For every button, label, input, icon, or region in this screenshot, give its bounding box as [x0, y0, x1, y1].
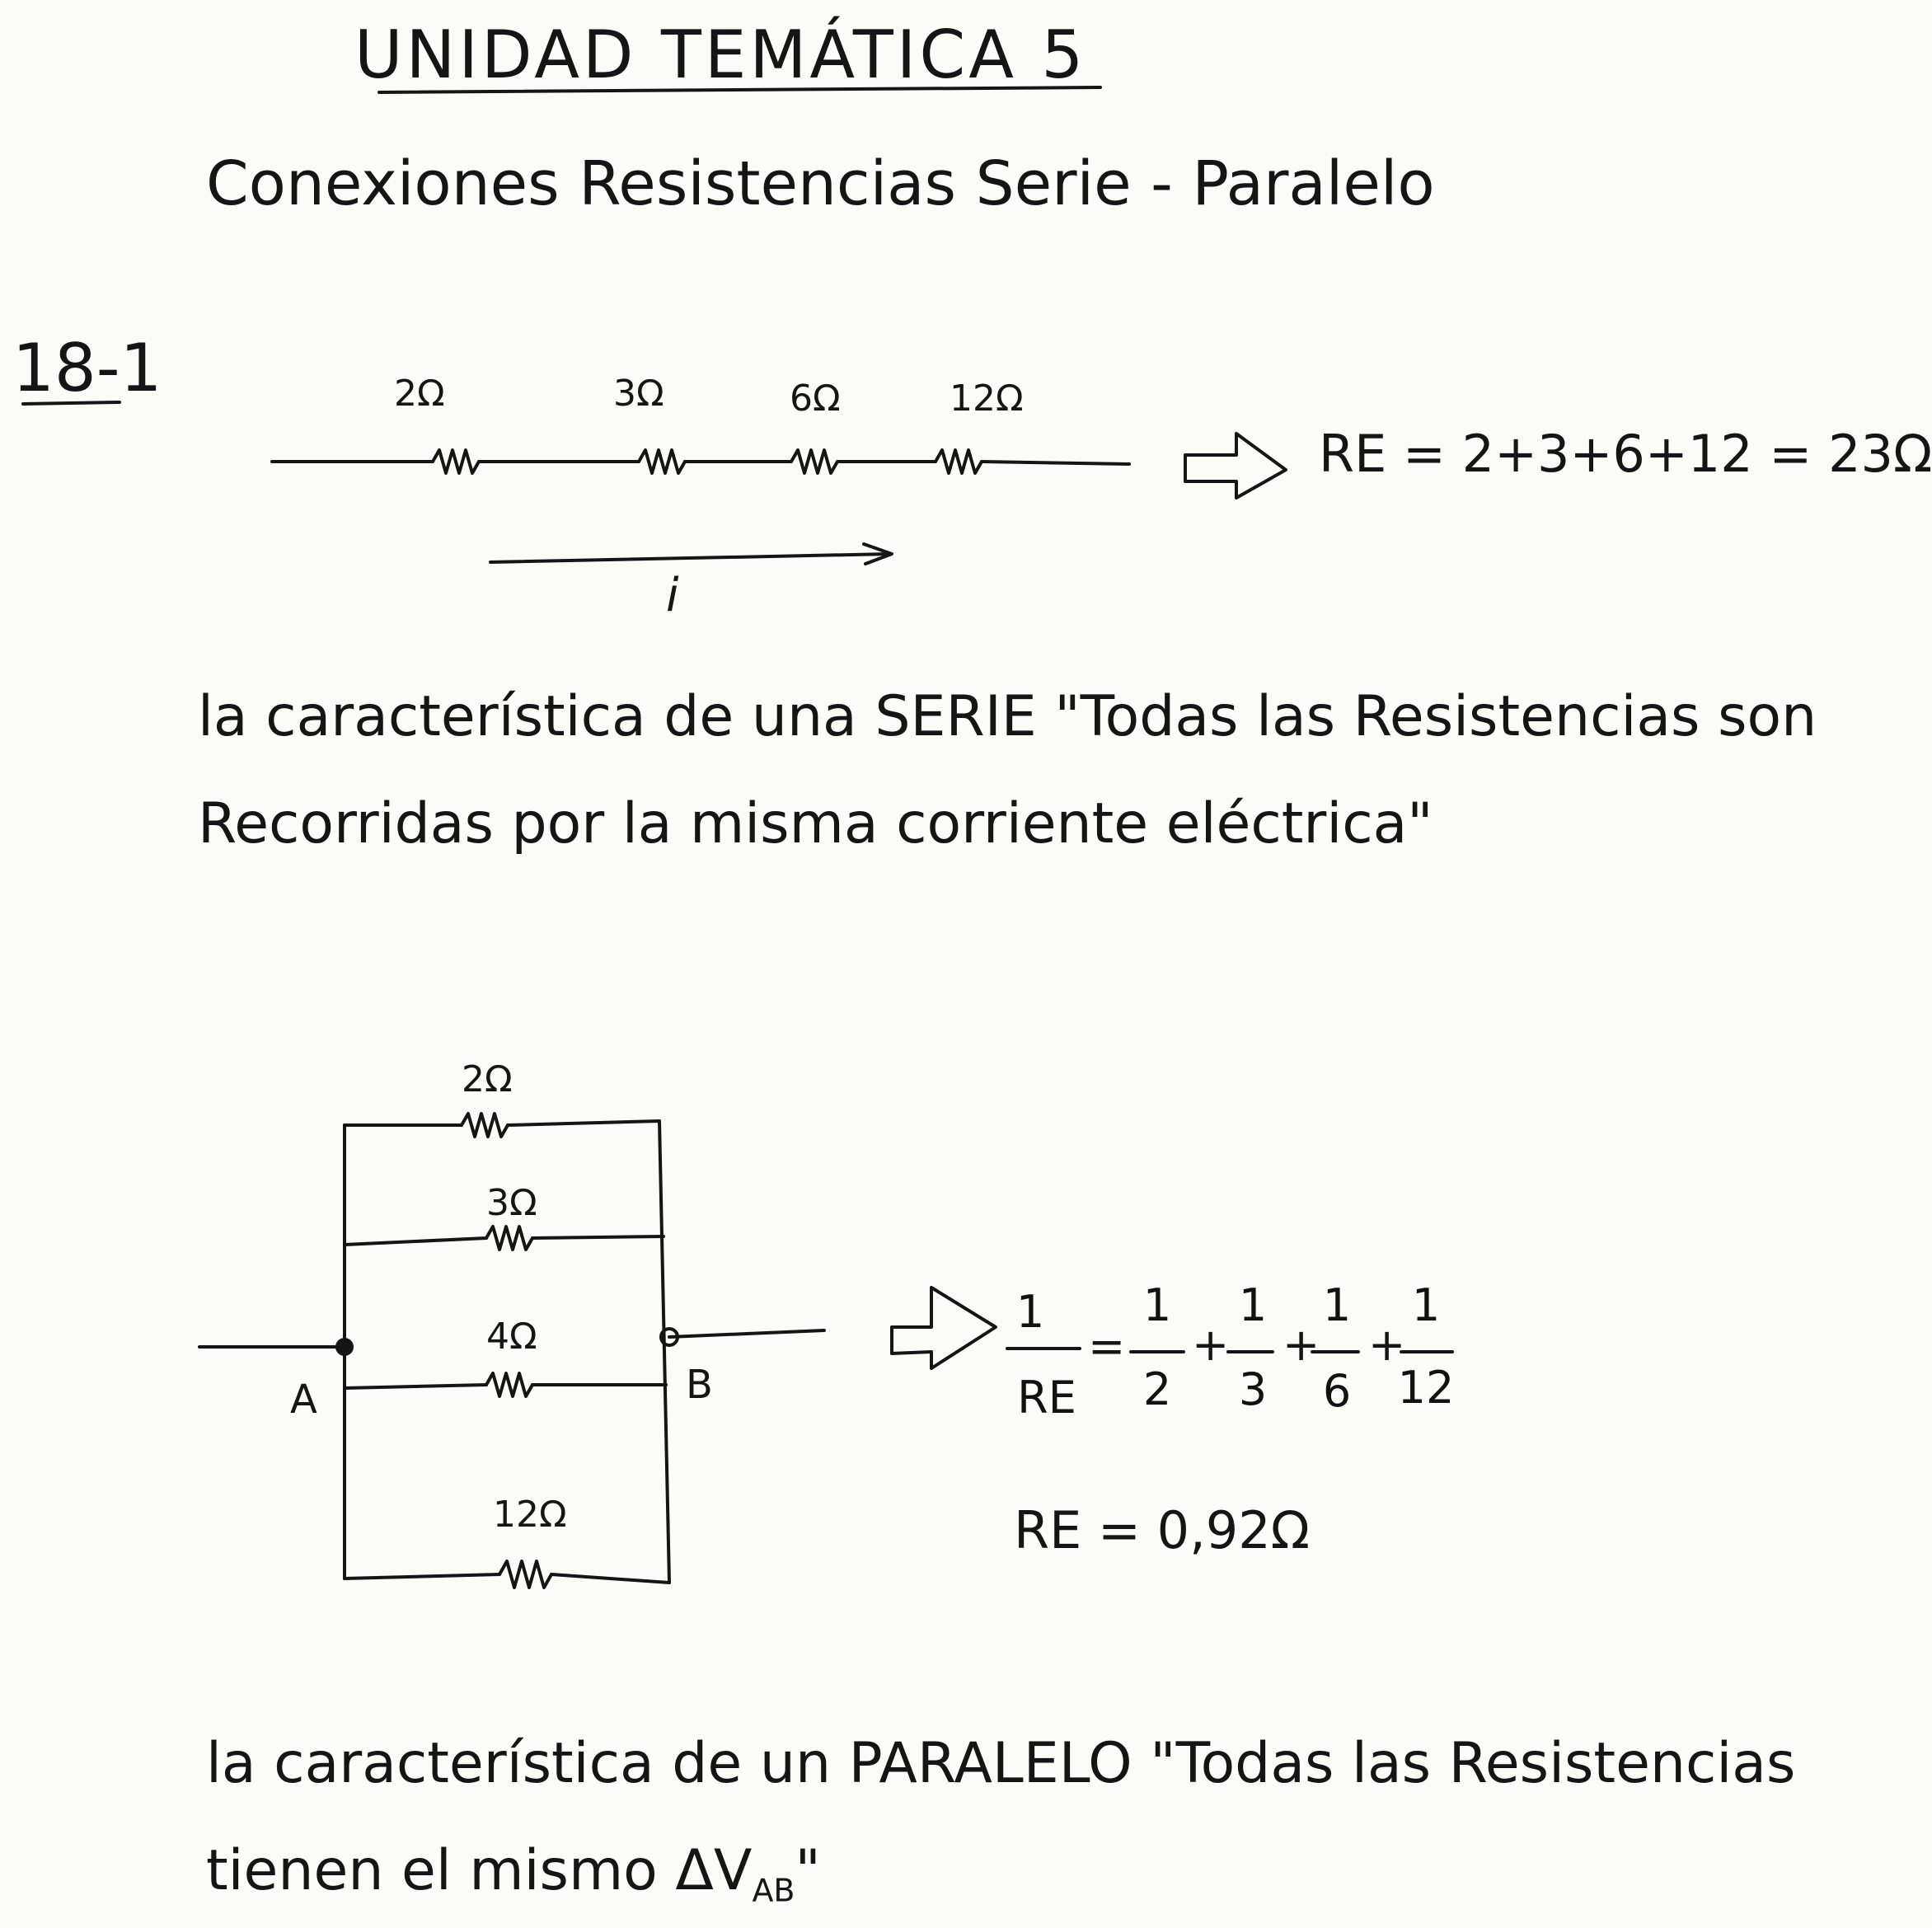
formula-term-2-denominator: 3	[1238, 1363, 1268, 1415]
branch-1-wire-right	[508, 1121, 659, 1125]
series-characteristic-line-2: Recorridas por la misma corriente eléctrica"	[198, 791, 1433, 856]
parallel-resistor-label-2: 3Ω	[486, 1182, 537, 1224]
branch-2-wire-left	[345, 1238, 486, 1245]
branch-4-wire-right	[551, 1574, 669, 1583]
parallel-resistor-label-1: 2Ω	[462, 1058, 513, 1100]
title-underline	[379, 87, 1100, 92]
branch-3-resistor	[486, 1373, 532, 1396]
series-resistor-1	[433, 450, 479, 473]
series-resistor-label-2: 3Ω	[613, 373, 664, 415]
branch-1-resistor	[462, 1114, 508, 1137]
formula-plus-3: +	[1368, 1319, 1406, 1371]
page-subtitle: Conexiones Resistencias Serie - Paralelo	[206, 148, 1435, 219]
formula-term-3-denominator: 6	[1322, 1365, 1352, 1417]
formula-term-4-denominator: 12	[1397, 1362, 1455, 1414]
branch-2-resistor	[486, 1227, 532, 1250]
series-resistor-2	[639, 450, 685, 473]
parallel-resistor-label-4: 12Ω	[493, 1494, 567, 1536]
parallel-characteristic-line-1: la característica de un PARALELO "Todas las Resistencias	[206, 1731, 1796, 1796]
branch-3-wire-left	[345, 1385, 486, 1388]
series-resistor-label-3: 6Ω	[790, 378, 841, 420]
node-a-label: A	[290, 1377, 317, 1423]
series-characteristic-line-1: la característica de una SERIE "Todas las Resistencias son	[198, 684, 1817, 749]
node-b-label: B	[686, 1362, 713, 1408]
formula-lhs-numerator: 1	[1015, 1286, 1045, 1338]
branch-4-wire-left	[345, 1574, 499, 1579]
parallel-characteristic-text: tienen el mismo ΔV	[206, 1838, 753, 1903]
parallel-right-rail	[659, 1121, 669, 1583]
page-title: UNIDAD TEMÁTICA 5	[354, 16, 1087, 93]
series-wire-5	[982, 462, 1129, 464]
series-resistor-4	[936, 450, 982, 473]
branch-2-wire-right	[532, 1236, 664, 1238]
problem-number: 18-1	[12, 330, 162, 406]
current-arrow-line	[490, 554, 890, 562]
parallel-output-wire	[669, 1330, 824, 1337]
series-result: RE = 2+3+6+12 = 23Ω	[1319, 424, 1932, 484]
parallel-result-arrow	[892, 1288, 996, 1368]
formula-plus-2: +	[1283, 1319, 1320, 1371]
current-label: i	[666, 569, 679, 622]
parallel-resistor-label-3: 4Ω	[486, 1316, 537, 1358]
formula-lhs-denominator: RE	[1017, 1372, 1076, 1424]
problem-underline	[23, 402, 120, 404]
series-resistor-label-4: 12Ω	[950, 378, 1024, 420]
closing-quote: "	[795, 1838, 821, 1903]
series-resistor-label-1: 2Ω	[394, 373, 445, 415]
series-resistor-3	[791, 450, 837, 473]
formula-term-1-denominator: 2	[1142, 1363, 1172, 1415]
formula-term-3-numerator: 1	[1322, 1279, 1352, 1331]
parallel-result: RE = 0,92Ω	[1014, 1500, 1311, 1560]
branch-4-resistor	[499, 1561, 551, 1588]
formula-equals: =	[1088, 1321, 1126, 1372]
formula-plus-1: +	[1192, 1319, 1230, 1371]
series-result-arrow	[1185, 434, 1286, 498]
node-a-dot	[335, 1338, 354, 1356]
formula-term-4-numerator: 1	[1411, 1279, 1441, 1331]
delta-v-subscript: AB	[752, 1872, 795, 1909]
formula-term-1-numerator: 1	[1142, 1279, 1172, 1331]
formula-term-2-numerator: 1	[1238, 1279, 1268, 1331]
